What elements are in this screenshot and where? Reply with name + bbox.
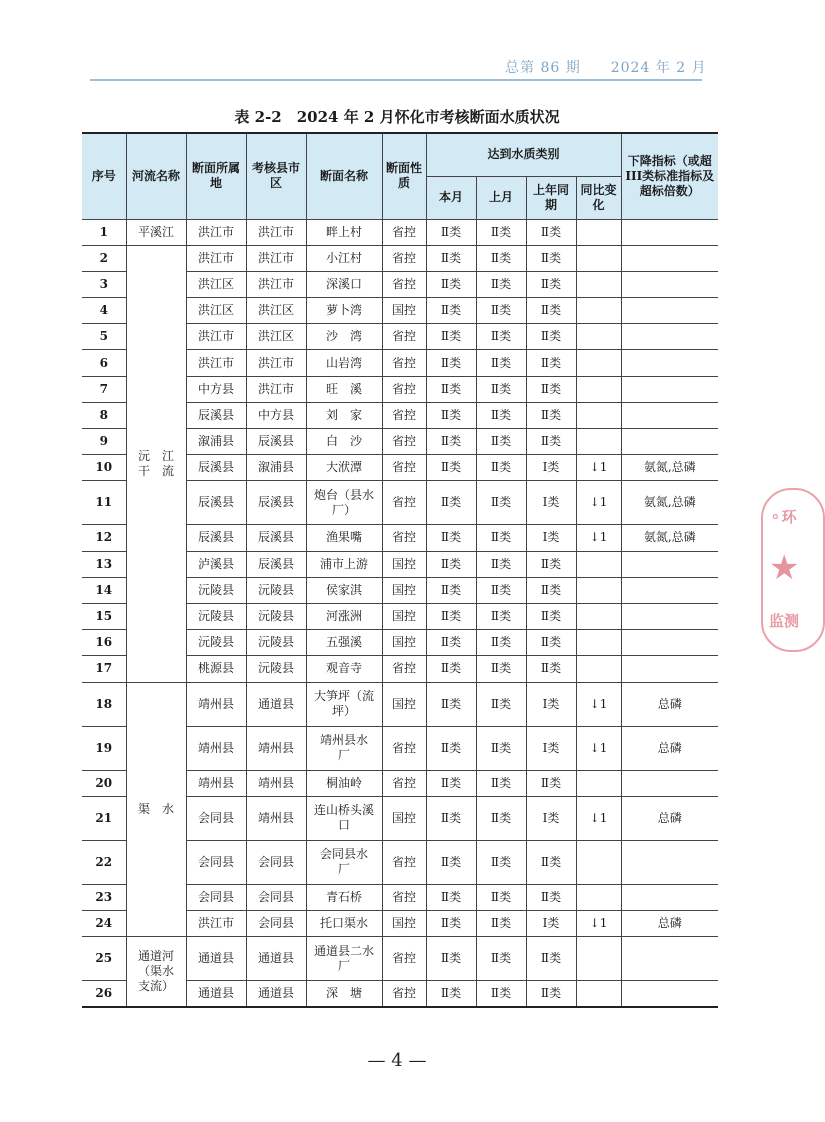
cell-assess-county: 辰溪县: [246, 429, 306, 455]
header-this-month: 本月: [426, 176, 476, 219]
cell-seq: 14: [82, 577, 126, 603]
cell-assess-county: 中方县: [246, 402, 306, 428]
cell-this-month: Ⅱ类: [426, 429, 476, 455]
cell-section-name: 渔果嘴: [306, 525, 382, 551]
cell-section-type: 省控: [382, 429, 426, 455]
cell-this-month: Ⅱ类: [426, 376, 476, 402]
cell-last-year-same: Ⅱ类: [526, 577, 576, 603]
cell-section-location: 桃源县: [186, 656, 246, 682]
cell-section-type: 省控: [382, 350, 426, 376]
cell-section-type: 国控: [382, 551, 426, 577]
cell-yoy-change: [576, 630, 621, 656]
cell-seq: 5: [82, 324, 126, 350]
cell-section-location: 辰溪县: [186, 455, 246, 481]
cell-seq: 9: [82, 429, 126, 455]
cell-yoy-change: [576, 350, 621, 376]
cell-last-month: Ⅱ类: [476, 324, 526, 350]
cell-assess-county: 会同县: [246, 910, 306, 936]
cell-section-name: 大笋坪（流坪）: [306, 682, 382, 726]
cell-this-month: Ⅱ类: [426, 884, 476, 910]
cell-this-month: Ⅱ类: [426, 271, 476, 297]
seal-text-bottom: 监测: [769, 612, 800, 630]
cell-decline-indicators: [621, 884, 718, 910]
issue-header: [505, 57, 707, 77]
cell-section-type: 省控: [382, 840, 426, 884]
cell-section-type: 省控: [382, 770, 426, 796]
cell-section-type: 省控: [382, 937, 426, 981]
cell-section-location: 会同县: [186, 884, 246, 910]
header-seq: 序号: [82, 133, 126, 219]
cell-last-year-same: Ⅱ类: [526, 770, 576, 796]
cell-decline-indicators: 氨氮,总磷: [621, 455, 718, 481]
cell-assess-county: 洪江区: [246, 298, 306, 324]
cell-yoy-change: [576, 245, 621, 271]
cell-yoy-change: ↓1: [576, 481, 621, 525]
cell-section-type: 国控: [382, 796, 426, 840]
cell-section-location: 会同县: [186, 796, 246, 840]
cell-assess-county: 辰溪县: [246, 481, 306, 525]
cell-last-year-same: Ⅱ类: [526, 271, 576, 297]
cell-this-month: Ⅱ类: [426, 796, 476, 840]
cell-last-month: Ⅱ类: [476, 298, 526, 324]
cell-section-name: 桐油岭: [306, 770, 382, 796]
cell-decline-indicators: [621, 630, 718, 656]
cell-decline-indicators: [621, 376, 718, 402]
cell-last-month: Ⅱ类: [476, 981, 526, 1007]
cell-last-year-same: Ⅱ类: [526, 350, 576, 376]
cell-last-month: Ⅱ类: [476, 429, 526, 455]
cell-river-name: 通道河 （渠水 支流）: [126, 937, 186, 1007]
cell-decline-indicators: [621, 429, 718, 455]
cell-section-type: 省控: [382, 884, 426, 910]
cell-yoy-change: ↓1: [576, 682, 621, 726]
cell-assess-county: 洪江市: [246, 376, 306, 402]
cell-section-location: 洪江市: [186, 350, 246, 376]
cell-section-location: 沅陵县: [186, 603, 246, 629]
cell-section-location: 靖州县: [186, 726, 246, 770]
cell-seq: 11: [82, 481, 126, 525]
cell-last-month: Ⅱ类: [476, 910, 526, 936]
cell-decline-indicators: 氨氮,总磷: [621, 481, 718, 525]
cell-decline-indicators: [621, 840, 718, 884]
cell-yoy-change: ↓1: [576, 525, 621, 551]
cell-yoy-change: [576, 577, 621, 603]
cell-seq: 10: [82, 455, 126, 481]
table-body: [82, 219, 718, 1007]
cell-this-month: Ⅱ类: [426, 481, 476, 525]
cell-section-name: 靖州县水 厂: [306, 726, 382, 770]
cell-yoy-change: [576, 937, 621, 981]
cell-decline-indicators: [621, 937, 718, 981]
cell-section-type: 省控: [382, 402, 426, 428]
cell-section-name: 河涨洲: [306, 603, 382, 629]
cell-last-year-same: Ⅱ类: [526, 402, 576, 428]
cell-decline-indicators: [621, 298, 718, 324]
table-row: [82, 219, 718, 245]
cell-decline-indicators: [621, 324, 718, 350]
cell-section-location: 洪江区: [186, 271, 246, 297]
cell-assess-county: 靖州县: [246, 726, 306, 770]
cell-this-month: Ⅱ类: [426, 551, 476, 577]
cell-this-month: Ⅱ类: [426, 656, 476, 682]
table-row: [82, 682, 718, 726]
cell-seq: 12: [82, 525, 126, 551]
cell-section-location: 辰溪县: [186, 481, 246, 525]
cell-seq: 19: [82, 726, 126, 770]
header-achieved-group: 达到水质类别: [426, 133, 621, 176]
cell-seq: 17: [82, 656, 126, 682]
cell-assess-county: 辰溪县: [246, 525, 306, 551]
header-decline-indicators: 下降指标（或超III类标准指标及超标倍数）: [621, 133, 718, 219]
cell-seq: 18: [82, 682, 126, 726]
cell-last-month: Ⅱ类: [476, 350, 526, 376]
cell-assess-county: 洪江市: [246, 245, 306, 271]
cell-yoy-change: [576, 656, 621, 682]
cell-decline-indicators: 氨氮,总磷: [621, 525, 718, 551]
cell-section-location: 洪江市: [186, 245, 246, 271]
cell-this-month: Ⅱ类: [426, 455, 476, 481]
issue-number: 总第 86 期: [505, 60, 581, 76]
cell-yoy-change: [576, 219, 621, 245]
cell-last-month: Ⅱ类: [476, 656, 526, 682]
cell-yoy-change: [576, 429, 621, 455]
header-river-name: 河流名称: [126, 133, 186, 219]
cell-assess-county: 靖州县: [246, 770, 306, 796]
cell-section-type: 省控: [382, 376, 426, 402]
cell-last-year-same: Ⅱ类: [526, 981, 576, 1007]
cell-section-type: 省控: [382, 525, 426, 551]
cell-section-name: 炮台（县水厂）: [306, 481, 382, 525]
cell-last-month: Ⅱ类: [476, 726, 526, 770]
cell-assess-county: 靖州县: [246, 796, 306, 840]
cell-yoy-change: [576, 551, 621, 577]
cell-this-month: Ⅱ类: [426, 630, 476, 656]
cell-yoy-change: ↓1: [576, 726, 621, 770]
header-section-location: 断面所属地: [186, 133, 246, 219]
cell-assess-county: 溆浦县: [246, 455, 306, 481]
cell-this-month: Ⅱ类: [426, 324, 476, 350]
cell-decline-indicators: 总磷: [621, 910, 718, 936]
cell-decline-indicators: 总磷: [621, 796, 718, 840]
cell-section-name: 白 沙: [306, 429, 382, 455]
cell-last-year-same: Ⅱ类: [526, 298, 576, 324]
cell-this-month: Ⅱ类: [426, 937, 476, 981]
cell-last-year-same: Ⅱ类: [526, 656, 576, 682]
cell-last-year-same: Ⅱ类: [526, 429, 576, 455]
cell-section-location: 靖州县: [186, 682, 246, 726]
cell-section-location: 洪江区: [186, 298, 246, 324]
table-row: [82, 245, 718, 271]
cell-seq: 22: [82, 840, 126, 884]
cell-last-year-same: Ⅰ类: [526, 796, 576, 840]
cell-section-name: 青石桥: [306, 884, 382, 910]
cell-this-month: Ⅱ类: [426, 298, 476, 324]
cell-section-location: 靖州县: [186, 770, 246, 796]
cell-section-location: 洪江市: [186, 910, 246, 936]
header-section-name: 断面名称: [306, 133, 382, 219]
cell-last-month: Ⅱ类: [476, 455, 526, 481]
cell-decline-indicators: [621, 603, 718, 629]
cell-this-month: Ⅱ类: [426, 682, 476, 726]
cell-decline-indicators: 总磷: [621, 726, 718, 770]
cell-section-name: 沙 湾: [306, 324, 382, 350]
cell-yoy-change: [576, 402, 621, 428]
cell-this-month: Ⅱ类: [426, 577, 476, 603]
header-assess-county: 考核县市区: [246, 133, 306, 219]
cell-this-month: Ⅱ类: [426, 840, 476, 884]
cell-this-month: Ⅱ类: [426, 525, 476, 551]
cell-yoy-change: [576, 271, 621, 297]
cell-yoy-change: [576, 376, 621, 402]
cell-section-name: 五强溪: [306, 630, 382, 656]
cell-decline-indicators: [621, 350, 718, 376]
cell-assess-county: 沅陵县: [246, 656, 306, 682]
cell-last-month: Ⅱ类: [476, 271, 526, 297]
cell-section-location: 通道县: [186, 937, 246, 981]
cell-assess-county: 辰溪县: [246, 551, 306, 577]
cell-decline-indicators: [621, 219, 718, 245]
cell-section-location: 沅陵县: [186, 577, 246, 603]
cell-last-year-same: Ⅱ类: [526, 376, 576, 402]
cell-assess-county: 沅陵县: [246, 603, 306, 629]
cell-last-year-same: Ⅱ类: [526, 551, 576, 577]
cell-assess-county: 洪江区: [246, 324, 306, 350]
cell-section-name: 观音寺: [306, 656, 382, 682]
cell-decline-indicators: [621, 245, 718, 271]
cell-last-month: Ⅱ类: [476, 402, 526, 428]
cell-section-location: 通道县: [186, 981, 246, 1007]
cell-seq: 4: [82, 298, 126, 324]
cell-section-name: 畔上村: [306, 219, 382, 245]
cell-this-month: Ⅱ类: [426, 981, 476, 1007]
cell-last-month: Ⅱ类: [476, 840, 526, 884]
table-caption: 表 2-2 2024 年 2 月怀化市考核断面水质状况: [234, 108, 560, 126]
cell-section-location: 溆浦县: [186, 429, 246, 455]
cell-section-location: 辰溪县: [186, 525, 246, 551]
cell-section-type: 国控: [382, 603, 426, 629]
cell-last-year-same: Ⅱ类: [526, 884, 576, 910]
cell-last-month: Ⅱ类: [476, 219, 526, 245]
cell-section-type: 省控: [382, 324, 426, 350]
cell-yoy-change: [576, 298, 621, 324]
cell-assess-county: 洪江市: [246, 350, 306, 376]
cell-decline-indicators: [621, 551, 718, 577]
cell-seq: 7: [82, 376, 126, 402]
cell-river-name: 平溪江: [126, 219, 186, 245]
cell-yoy-change: [576, 884, 621, 910]
cell-section-type: 省控: [382, 726, 426, 770]
cell-decline-indicators: [621, 271, 718, 297]
cell-decline-indicators: [621, 656, 718, 682]
cell-section-type: 省控: [382, 219, 426, 245]
cell-section-name: 小江村: [306, 245, 382, 271]
cell-section-name: 会同县水 厂: [306, 840, 382, 884]
cell-seq: 8: [82, 402, 126, 428]
cell-assess-county: 通道县: [246, 682, 306, 726]
cell-last-month: Ⅱ类: [476, 682, 526, 726]
cell-last-month: Ⅱ类: [476, 551, 526, 577]
header-yoy-change: 同比变化: [576, 176, 621, 219]
cell-assess-county: 会同县: [246, 884, 306, 910]
page-number: — 4 —: [367, 1050, 427, 1071]
cell-decline-indicators: [621, 981, 718, 1007]
official-seal-stamp: [761, 488, 825, 652]
cell-last-year-same: Ⅰ类: [526, 726, 576, 770]
cell-section-location: 沅陵县: [186, 630, 246, 656]
cell-last-month: Ⅱ类: [476, 376, 526, 402]
cell-section-name: 侯家淇: [306, 577, 382, 603]
cell-yoy-change: ↓1: [576, 796, 621, 840]
header-last-year-same: 上年同期: [526, 176, 576, 219]
cell-section-type: 省控: [382, 271, 426, 297]
cell-this-month: Ⅱ类: [426, 910, 476, 936]
header-section-type: 断面性质: [382, 133, 426, 219]
cell-seq: 1: [82, 219, 126, 245]
cell-last-month: Ⅱ类: [476, 796, 526, 840]
cell-assess-county: 沅陵县: [246, 630, 306, 656]
cell-section-type: 国控: [382, 577, 426, 603]
cell-section-name: 连山桥头溪口: [306, 796, 382, 840]
cell-section-location: 泸溪县: [186, 551, 246, 577]
cell-assess-county: 通道县: [246, 937, 306, 981]
cell-yoy-change: [576, 981, 621, 1007]
cell-river-name: 沅 江 干 流: [126, 245, 186, 682]
cell-last-month: Ⅱ类: [476, 481, 526, 525]
cell-last-year-same: Ⅱ类: [526, 324, 576, 350]
cell-seq: 26: [82, 981, 126, 1007]
cell-section-name: 萝卜湾: [306, 298, 382, 324]
cell-section-type: 国控: [382, 910, 426, 936]
cell-last-year-same: Ⅱ类: [526, 245, 576, 271]
cell-section-name: 刘 家: [306, 402, 382, 428]
cell-last-month: Ⅱ类: [476, 630, 526, 656]
cell-last-year-same: Ⅰ类: [526, 910, 576, 936]
cell-last-month: Ⅱ类: [476, 770, 526, 796]
cell-this-month: Ⅱ类: [426, 350, 476, 376]
cell-section-name: 旺 溪: [306, 376, 382, 402]
cell-assess-county: 会同县: [246, 840, 306, 884]
cell-seq: 3: [82, 271, 126, 297]
cell-seq: 6: [82, 350, 126, 376]
cell-section-location: 中方县: [186, 376, 246, 402]
cell-section-name: 托口渠水: [306, 910, 382, 936]
cell-this-month: Ⅱ类: [426, 726, 476, 770]
cell-section-type: 省控: [382, 481, 426, 525]
cell-section-type: 国控: [382, 682, 426, 726]
cell-this-month: Ⅱ类: [426, 245, 476, 271]
issue-date: 2024 年 2 月: [610, 60, 707, 76]
cell-decline-indicators: [621, 402, 718, 428]
cell-assess-county: 洪江市: [246, 219, 306, 245]
cell-last-year-same: Ⅰ类: [526, 525, 576, 551]
cell-section-type: 省控: [382, 455, 426, 481]
cell-river-name: 渠 水: [126, 682, 186, 937]
cell-decline-indicators: 总磷: [621, 682, 718, 726]
cell-last-year-same: Ⅰ类: [526, 481, 576, 525]
cell-last-month: Ⅱ类: [476, 577, 526, 603]
cell-this-month: Ⅱ类: [426, 402, 476, 428]
table-row: [82, 937, 718, 981]
cell-section-type: 国控: [382, 630, 426, 656]
cell-yoy-change: [576, 324, 621, 350]
cell-section-type: 省控: [382, 656, 426, 682]
cell-section-location: 辰溪县: [186, 402, 246, 428]
cell-section-name: 浦市上游: [306, 551, 382, 577]
cell-assess-county: 通道县: [246, 981, 306, 1007]
cell-last-month: Ⅱ类: [476, 603, 526, 629]
cell-section-type: 国控: [382, 298, 426, 324]
cell-last-month: Ⅱ类: [476, 525, 526, 551]
cell-assess-county: 洪江市: [246, 271, 306, 297]
cell-last-year-same: Ⅱ类: [526, 937, 576, 981]
cell-section-type: 省控: [382, 245, 426, 271]
header-rule: [90, 79, 702, 81]
cell-last-year-same: Ⅱ类: [526, 603, 576, 629]
cell-last-year-same: Ⅱ类: [526, 630, 576, 656]
cell-last-year-same: Ⅱ类: [526, 219, 576, 245]
cell-section-type: 省控: [382, 981, 426, 1007]
cell-seq: 25: [82, 937, 126, 981]
cell-yoy-change: [576, 770, 621, 796]
cell-seq: 15: [82, 603, 126, 629]
cell-section-location: 洪江市: [186, 324, 246, 350]
cell-seq: 20: [82, 770, 126, 796]
water-quality-table: [82, 132, 718, 1008]
cell-last-year-same: Ⅱ类: [526, 840, 576, 884]
seal-text-top: ⚬环: [769, 508, 797, 526]
cell-seq: 16: [82, 630, 126, 656]
cell-last-month: Ⅱ类: [476, 884, 526, 910]
cell-yoy-change: ↓1: [576, 910, 621, 936]
seal-star-icon: ★: [769, 548, 800, 588]
cell-seq: 2: [82, 245, 126, 271]
header-last-month: 上月: [476, 176, 526, 219]
cell-this-month: Ⅱ类: [426, 770, 476, 796]
cell-last-year-same: Ⅰ类: [526, 455, 576, 481]
cell-this-month: Ⅱ类: [426, 219, 476, 245]
cell-last-month: Ⅱ类: [476, 245, 526, 271]
cell-seq: 23: [82, 884, 126, 910]
cell-this-month: Ⅱ类: [426, 603, 476, 629]
cell-decline-indicators: [621, 577, 718, 603]
cell-section-name: 山岩湾: [306, 350, 382, 376]
cell-section-name: 大洑潭: [306, 455, 382, 481]
cell-section-name: 深溪口: [306, 271, 382, 297]
cell-last-year-same: Ⅰ类: [526, 682, 576, 726]
cell-seq: 24: [82, 910, 126, 936]
cell-yoy-change: [576, 603, 621, 629]
cell-last-month: Ⅱ类: [476, 937, 526, 981]
cell-decline-indicators: [621, 770, 718, 796]
cell-section-name: 通道县二水厂: [306, 937, 382, 981]
cell-section-location: 会同县: [186, 840, 246, 884]
cell-section-location: 洪江市: [186, 219, 246, 245]
cell-assess-county: 沅陵县: [246, 577, 306, 603]
cell-yoy-change: [576, 840, 621, 884]
cell-seq: 13: [82, 551, 126, 577]
cell-seq: 21: [82, 796, 126, 840]
cell-yoy-change: ↓1: [576, 455, 621, 481]
cell-section-name: 深 塘: [306, 981, 382, 1007]
